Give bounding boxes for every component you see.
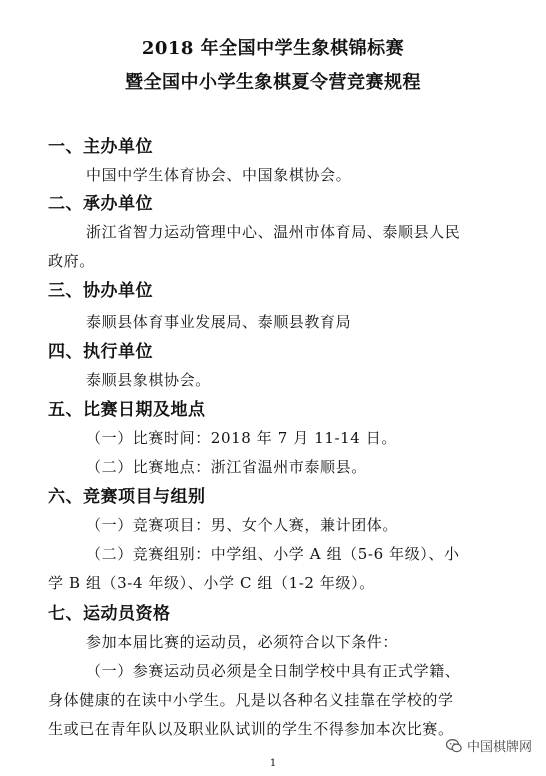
section-heading-host: 二、承办单位	[48, 194, 153, 214]
section-text-executor: 泰顺县象棋协会。	[86, 371, 211, 389]
watermark-text: 中国棋牌网	[466, 740, 532, 755]
section-text-date: （一）比赛时间：2018 年 7 月 11-14 日。	[86, 429, 398, 447]
document-title-line2: 暨全国中小学生象棋夏令营竞赛规程	[125, 72, 421, 93]
section-text-venue: （二）比赛地点：浙江省温州市泰顺县。	[86, 458, 367, 476]
section-heading-date-venue: 五、比赛日期及地点	[48, 400, 206, 420]
section-text-organizer: 中国中学生体育协会、中国象棋协会。	[86, 166, 352, 184]
section-text-eligibility-line3: 身体健康的在读中小学生。凡是以各种名义挂靠在学校的学	[48, 691, 454, 709]
section-text-groups-line1: （二）竞赛组别：中学组、小学 A 组（5-6 年级）、小	[86, 545, 460, 563]
section-heading-organizer: 一、主办单位	[48, 137, 153, 157]
page-number: 1	[269, 758, 277, 769]
section-text-eligibility-line2: （一）参赛运动员必须是全日制学校中具有正式学籍、	[86, 662, 461, 680]
section-text-host-line1: 浙江省智力运动管理中心、温州市体育局、泰顺县人民	[86, 223, 461, 241]
watermark	[445, 736, 532, 755]
section-text-co-organizer: 泰顺县体育事业发展局、泰顺县教育局	[86, 313, 352, 331]
section-text-host-line2: 政府。	[48, 252, 95, 270]
wechat-icon	[445, 737, 463, 755]
section-heading-executor: 四、执行单位	[48, 342, 153, 362]
section-text-groups-line2: 学 B 组（3-4 年级）、小学 C 组（1-2 年级）。	[48, 574, 375, 592]
section-heading-eligibility: 七、运动员资格	[48, 604, 171, 624]
document-title-line1: 2018 年全国中学生象棋锦标赛	[141, 38, 405, 59]
section-heading-co-organizer: 三、协办单位	[48, 281, 153, 301]
section-text-eligibility-line4: 生或已在青年队以及职业队试训的学生不得参加本次比赛。	[48, 720, 454, 738]
section-text-events: （一）竞赛项目：男、女个人赛，兼计团体。	[86, 516, 399, 534]
section-heading-events-groups: 六、竞赛项目与组别	[48, 487, 206, 507]
section-text-eligibility-line1: 参加本届比赛的运动员，必须符合以下条件：	[86, 633, 399, 651]
